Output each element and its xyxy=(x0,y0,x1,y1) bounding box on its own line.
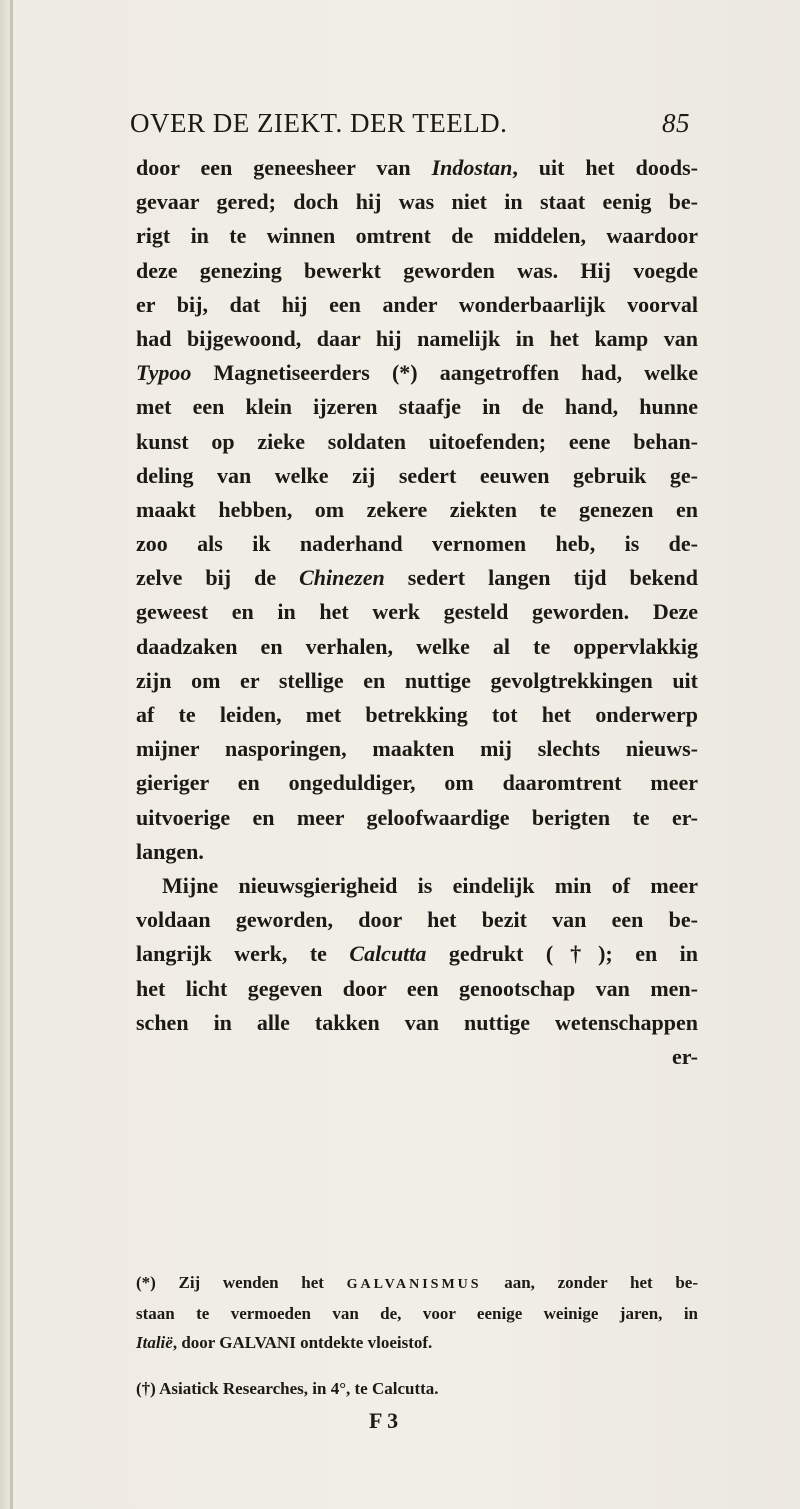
page-gutter xyxy=(10,0,13,1509)
text-line: gevaar gered; doch hij was niet in staat eenig be- xyxy=(136,189,698,215)
text-line: zoo als ik naderhand vernomen heb, is de- xyxy=(136,531,698,557)
text-line: deling van welke zij sedert eeuwen gebruik ge- xyxy=(136,462,698,488)
signature-mark: F 3 xyxy=(369,1408,399,1433)
text-line: met een klein ijzeren staafje in de hand, hunne xyxy=(136,394,698,420)
text-line: er bij, dat hij een ander wonderbaarlijk voorval xyxy=(136,291,698,317)
text-line: Mijne nieuwsgierigheid is eindelijk min of meer xyxy=(162,872,698,898)
text-line: door een geneesheer van Indostan, uit het doods- xyxy=(136,155,698,180)
text-line: schen in alle takken van nuttige wetenschappen xyxy=(136,1009,698,1035)
text-line: Typoo Magnetiseerders (*) aangetroffen had, welke xyxy=(136,360,698,386)
footnote-line: (†) Asiatick Researches, in 4°, te Calcutta. xyxy=(136,1379,439,1398)
text-line: deze genezing bewerkt geworden was. Hij voegde xyxy=(136,257,698,283)
text-line: had bijgewoond, daar hij namelijk in het kamp van xyxy=(136,325,698,351)
text-line: langen. xyxy=(136,838,204,864)
running-title: OVER DE ZIEKT. DER TEELD. xyxy=(130,108,508,138)
text-line: het licht gegeven door een genootschap van men- xyxy=(136,975,698,1001)
body-text xyxy=(136,151,698,1074)
text-line: kunst op zieke soldaten uitoefenden; eene behan- xyxy=(136,428,698,454)
footnote-dagger xyxy=(136,1374,698,1403)
footnote-line: (*) Zij wenden het GALVANISMUS aan, zonder het be- xyxy=(136,1273,698,1292)
text-line: zelve bij de Chinezen sedert langen tijd bekend xyxy=(136,565,698,591)
text-line: langrijk werk, te Calcutta gedrukt (†); en in xyxy=(136,941,698,967)
footnote-line: Italië, door GALVANI ontdekte vloeistof. xyxy=(136,1333,433,1352)
text-line: geweest en in het werk gesteld geworden. Deze xyxy=(136,599,698,625)
text-line: uitvoerige en meer geloofwaardige berigten te er- xyxy=(136,804,698,830)
text-line: maakt hebben, om zekere ziekten te genezen en xyxy=(136,496,698,522)
footnote-line: staan te vermoeden van de, voor eenige weinige jaren, in xyxy=(136,1304,698,1323)
text-line: daadzaken en verhalen, welke al te oppervlakkig xyxy=(136,633,698,659)
page-number: 85 xyxy=(662,108,690,138)
text-line: zijn om er stellige en nuttige gevolgtrekkingen uit xyxy=(136,667,698,693)
text-line: voldaan geworden, door het bezit van een be- xyxy=(136,907,698,933)
catchword: er- xyxy=(671,1043,698,1069)
text-line: gieriger en ongeduldiger, om daaromtrent meer xyxy=(136,770,698,796)
running-header xyxy=(130,108,690,148)
text-line: mijner nasporingen, maakten mij slechts nieuws- xyxy=(136,736,698,762)
text-line: rigt in te winnen omtrent de middelen, waardoor xyxy=(136,223,698,249)
footnote-star xyxy=(136,1268,698,1357)
text-line: af te leiden, met betrekking tot het onderwerp xyxy=(136,702,698,727)
